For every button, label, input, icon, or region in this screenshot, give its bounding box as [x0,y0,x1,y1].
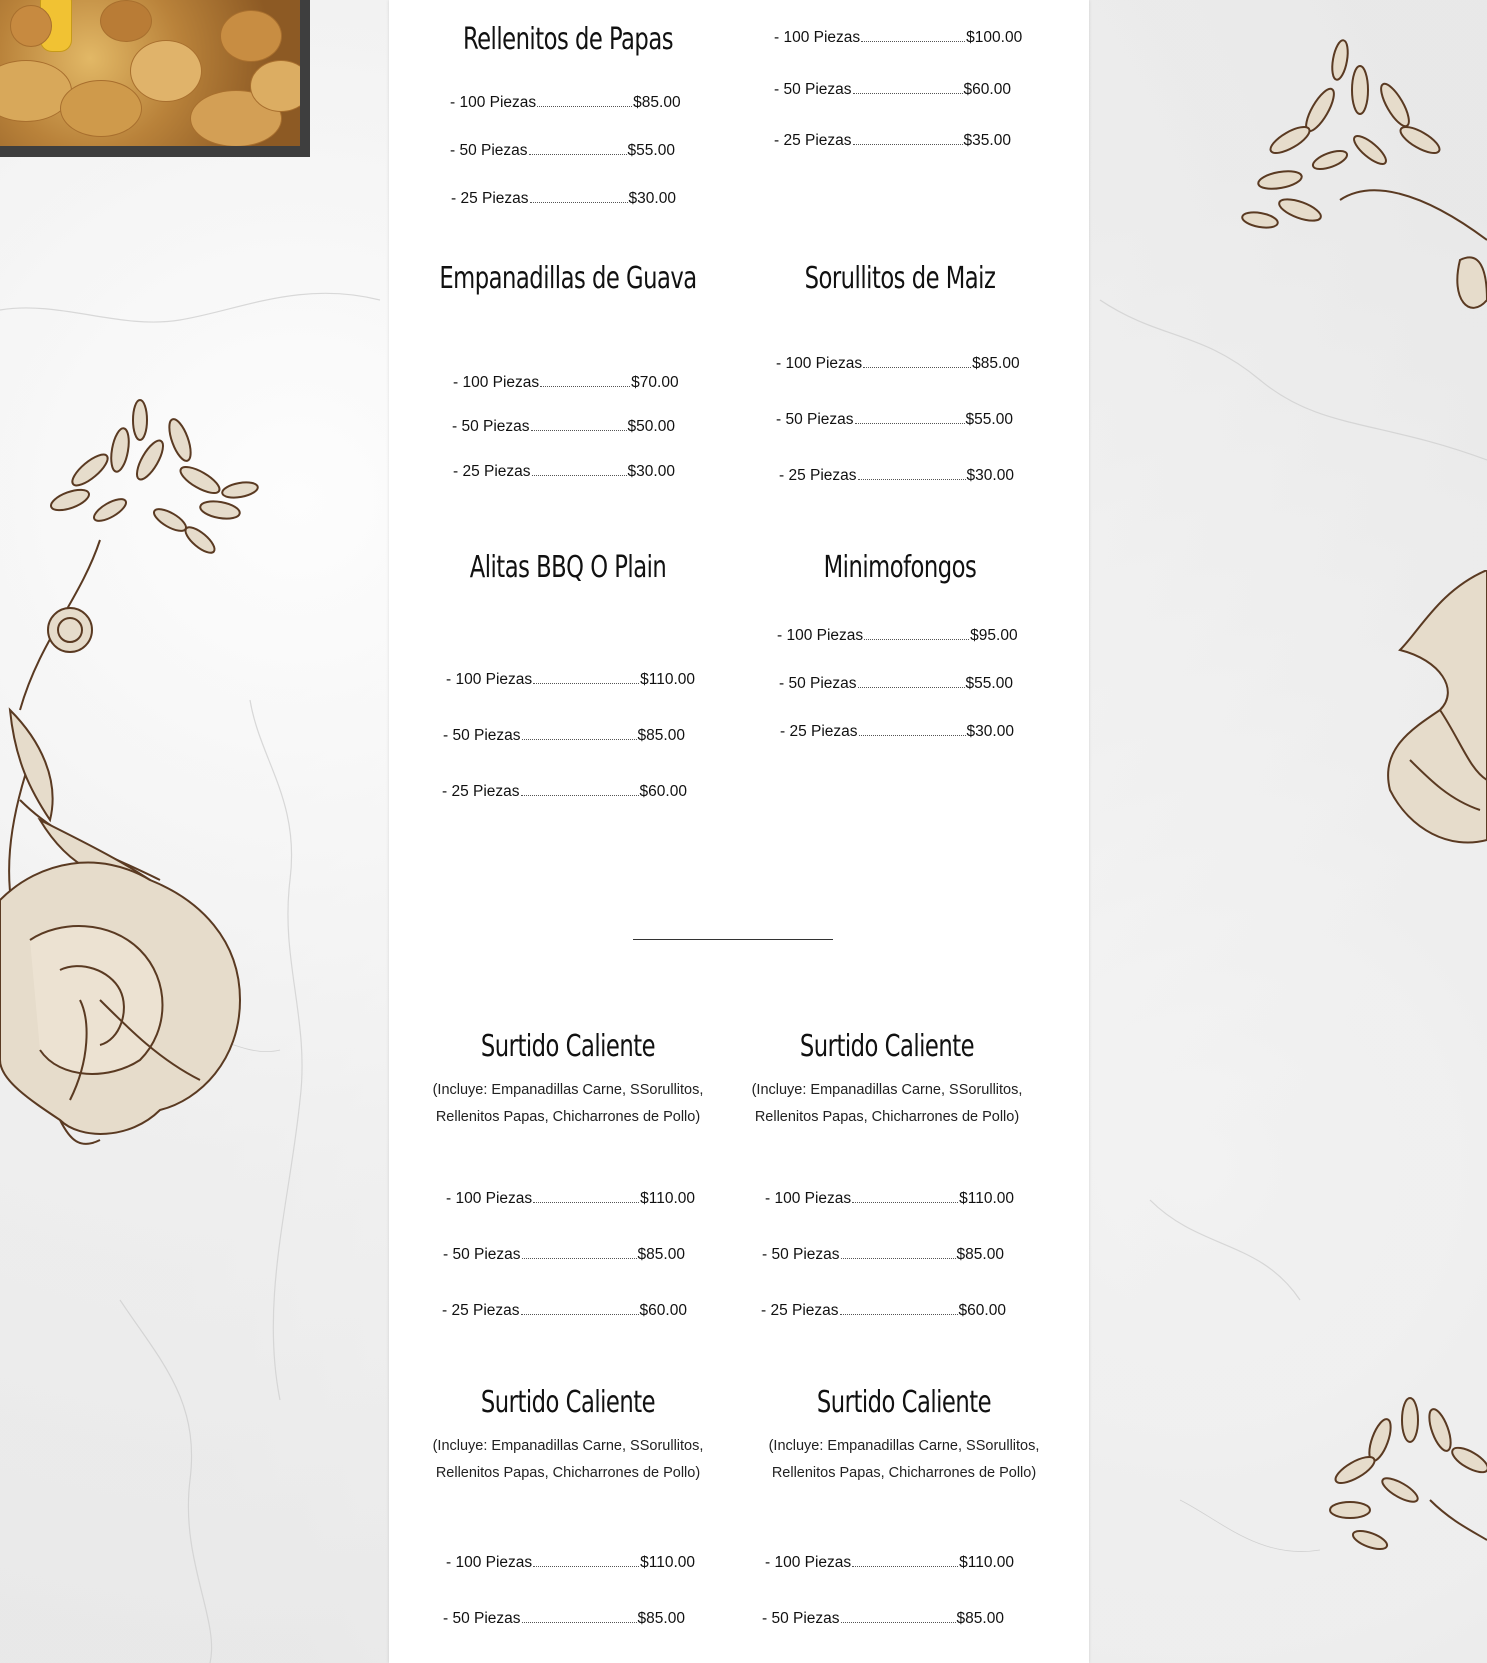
dot-leader [861,40,965,42]
price-value: $85.00 [637,1246,685,1263]
price-value: $60.00 [639,783,687,800]
price-row [443,727,685,745]
price-row [446,671,695,689]
price-row [762,1610,1004,1628]
food-photo [0,0,310,157]
price-label: - 50 Piezas [762,1246,840,1263]
price-value: $110.00 [640,1190,696,1207]
dot-leader [533,682,639,684]
price-label: - 50 Piezas [450,142,528,159]
price-value: $60.00 [639,1302,687,1319]
price-label: - 50 Piezas [779,675,857,692]
price-label: - 50 Piezas [762,1610,840,1627]
dot-leader [529,153,627,155]
dot-leader [521,794,639,796]
price-label: - 100 Piezas [450,94,537,111]
price-value: $85.00 [972,355,1020,372]
dot-leader [840,1313,958,1315]
price-label: - 50 Piezas [443,1610,521,1627]
description-line-2: Rellenitos Papas, Chicharrones de Pollo) [435,1109,701,1125]
price-value: $110.00 [640,671,696,688]
section-title: Surtido Caliente [480,1385,656,1420]
price-value: $110.00 [959,1554,1015,1571]
price-row [765,1190,1014,1208]
section-description [744,1433,1064,1487]
price-label: - 100 Piezas [446,1190,533,1207]
dot-leader [841,1257,956,1259]
dot-leader [855,422,965,424]
dot-leader [859,734,966,736]
price-label: - 25 Piezas [442,783,520,800]
section-title: Surtido Caliente [480,1029,656,1064]
price-row [780,723,1014,741]
description-line-2: Rellenitos Papas, Chicharrones de Pollo) [435,1465,701,1481]
dot-leader [532,474,627,476]
price-label: - 25 Piezas [780,723,858,740]
dot-leader [853,143,963,145]
price-label: - 50 Piezas [452,418,530,435]
price-value: $85.00 [637,727,685,744]
dot-leader [537,105,632,107]
price-row [450,94,681,112]
dot-leader [863,366,971,368]
dot-leader [864,638,969,640]
price-row [443,1610,685,1628]
price-label: - 50 Piezas [443,1246,521,1263]
price-value: $85.00 [956,1610,1004,1627]
dot-leader [522,738,637,740]
price-row [453,374,679,392]
price-row [446,1554,695,1572]
description-line-1: (Incluye: Empanadillas Carne, SSorullitos, [432,1438,704,1454]
section-title: Rellenitos de Papas [462,22,674,57]
dot-leader [841,1621,956,1623]
section-title: Surtido Caliente [816,1385,992,1420]
price-label: - 100 Piezas [446,671,533,688]
price-value: $60.00 [958,1302,1006,1319]
price-row [451,190,676,208]
price-value: $110.00 [959,1190,1015,1207]
price-label: - 25 Piezas [774,132,852,149]
price-row [761,1302,1006,1320]
price-value: $30.00 [966,723,1014,740]
price-label: - 25 Piezas [779,467,857,484]
price-label: - 100 Piezas [774,29,861,46]
section-title: Alitas BBQ O Plain [469,550,667,585]
price-row [779,467,1014,485]
price-value: $30.00 [627,463,675,480]
description-line-1: (Incluye: Empanadillas Carne, SSorullitos, [751,1082,1023,1098]
price-row [446,1190,695,1208]
price-row [779,675,1013,693]
food-photo-image [0,0,300,146]
price-row [443,1246,685,1264]
price-value: $55.00 [965,411,1013,428]
price-row [765,1554,1014,1572]
price-label: - 100 Piezas [453,374,540,391]
dot-leader [540,385,630,387]
price-value: $35.00 [963,132,1011,149]
dot-leader [858,686,965,688]
price-label: - 25 Piezas [451,190,529,207]
dot-leader [533,1565,639,1567]
price-row [777,627,1018,645]
price-label: - 100 Piezas [777,627,864,644]
price-value: $60.00 [963,81,1011,98]
price-value: $100.00 [966,29,1023,46]
price-label: - 25 Piezas [761,1302,839,1319]
price-value: $30.00 [966,467,1014,484]
section-title: Empanadillas de Guava [439,261,697,296]
price-label: - 25 Piezas [442,1302,520,1319]
section-description [727,1077,1047,1131]
price-value: $110.00 [640,1554,696,1571]
price-label: - 100 Piezas [765,1190,852,1207]
price-row [450,142,675,160]
section-title: Sorullitos de Maiz [804,261,996,296]
price-row [762,1246,1004,1264]
price-row [776,355,1020,373]
dot-leader [853,92,963,94]
price-row [442,1302,687,1320]
price-label: - 50 Piezas [776,411,854,428]
section-title: Minimofongos [823,550,977,585]
section-title: Surtido Caliente [799,1029,975,1064]
price-label: - 100 Piezas [446,1554,533,1571]
price-label: - 100 Piezas [776,355,863,372]
dot-leader [531,429,627,431]
price-row [776,411,1013,429]
flower-illustration-right-bottom [1310,1380,1487,1560]
price-value: $85.00 [637,1610,685,1627]
description-line-1: (Incluye: Empanadillas Carne, SSorullitos, [768,1438,1040,1454]
price-value: $55.00 [627,142,675,159]
price-value: $85.00 [633,94,681,111]
price-row [442,783,687,801]
price-value: $70.00 [631,374,679,391]
price-label: - 50 Piezas [774,81,852,98]
dot-leader [858,478,966,480]
price-label: - 25 Piezas [453,463,531,480]
flower-illustration-right-middle [1380,570,1487,860]
price-row [452,418,675,436]
dot-leader [522,1257,637,1259]
dot-leader [522,1621,637,1623]
section-divider [633,939,833,940]
description-line-1: (Incluye: Empanadillas Carne, SSorullitos, [432,1082,704,1098]
section-description [408,1077,728,1131]
price-row [774,81,1011,99]
section-description [408,1433,728,1487]
description-line-2: Rellenitos Papas, Chicharrones de Pollo) [754,1109,1020,1125]
flower-illustration-left [0,380,280,1200]
price-row [774,29,1022,47]
description-line-2: Rellenitos Papas, Chicharrones de Pollo) [771,1465,1037,1481]
dot-leader [852,1201,958,1203]
price-label: - 100 Piezas [765,1554,852,1571]
flower-illustration-right-top [1220,20,1487,360]
price-row [453,463,675,481]
price-value: $55.00 [965,675,1013,692]
price-value: $95.00 [970,627,1018,644]
price-value: $50.00 [627,418,675,435]
dot-leader [533,1201,639,1203]
dot-leader [530,201,628,203]
price-label: - 50 Piezas [443,727,521,744]
price-value: $85.00 [956,1246,1004,1263]
dot-leader [852,1565,958,1567]
price-value: $30.00 [628,190,676,207]
dot-leader [521,1313,639,1315]
price-row [774,132,1011,150]
